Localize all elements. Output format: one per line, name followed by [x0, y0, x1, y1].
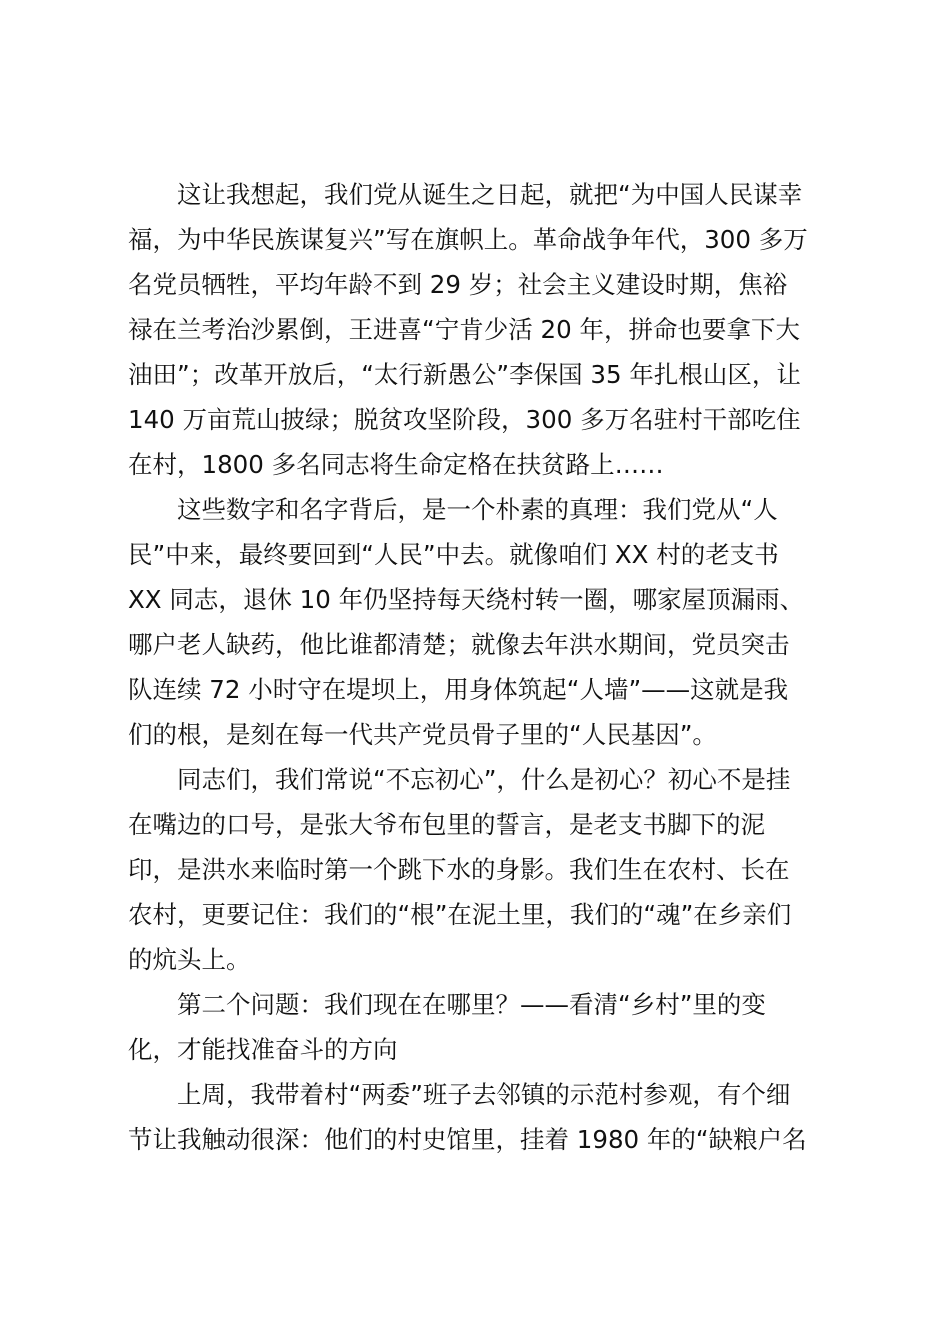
- body-text-line: 哪户老人缺药，他比谁都清楚；就像去年洪水期间，党员突击: [128, 630, 790, 659]
- body-text-line: 农村，更要记住：我们的“根”在泥土里，我们的“魂”在乡亲们: [128, 900, 792, 929]
- body-text-line: 名党员牺牲，平均年龄不到 29 岁；社会主义建设时期，焦裕: [128, 270, 788, 299]
- body-text-line: 油田”；改革开放后，“太行新愚公”李保国 35 年扎根山区，让: [128, 360, 801, 389]
- body-text-line: 这让我想起，我们党从诞生之日起，就把“为中国人民谋幸: [128, 180, 803, 209]
- body-text-line: 禄在兰考治沙累倒，王进喜“宁肯少活 20 年，拼命也要拿下大: [128, 315, 800, 344]
- section-heading-line: 第二个问题：我们现在在哪里？——看清“乡村”里的变: [128, 990, 766, 1019]
- body-text-line: 节让我触动很深：他们的村史馆里，挂着 1980 年的“缺粮户名: [128, 1125, 807, 1154]
- body-text-line: 这些数字和名字背后，是一个朴素的真理：我们党从“人: [128, 495, 778, 524]
- body-text-line: 在嘴边的口号，是张大爷布包里的誓言，是老支书脚下的泥: [128, 810, 765, 839]
- body-text-line: 在村，1800 多名同志将生命定格在扶贫路上……: [128, 450, 664, 479]
- body-text-line: 们的根，是刻在每一代共产党员骨子里的“人民基因”。: [128, 720, 717, 749]
- body-text-line: 的炕头上。: [128, 945, 251, 974]
- section-heading-line: 化，才能找准奋斗的方向: [128, 1035, 398, 1064]
- body-text-line: 福，为中华民族谋复兴”写在旗帜上。革命战争年代，300 多万: [128, 225, 808, 254]
- body-text-line: 同志们，我们常说“不忘初心”，什么是初心？初心不是挂: [128, 765, 791, 794]
- body-text-line: 140 万亩荒山披绿；脱贫攻坚阶段，300 多万名驻村干部吃住: [128, 405, 801, 434]
- body-text-line: 印，是洪水来临时第一个跳下水的身影。我们生在农村、长在: [128, 855, 790, 884]
- body-text-line: 上周，我带着村“两委”班子去邻镇的示范村参观，有个细: [128, 1080, 791, 1109]
- body-text-line: 队连续 72 小时守在堤坝上，用身体筑起“人墙”——这就是我: [128, 675, 789, 704]
- body-text-line: XX 同志，退休 10 年仍坚持每天绕村转一圈，哪家屋顶漏雨、: [128, 585, 805, 614]
- body-text-line: 民”中来，最终要回到“人民”中去。就像咱们 XX 村的老支书: [128, 540, 779, 569]
